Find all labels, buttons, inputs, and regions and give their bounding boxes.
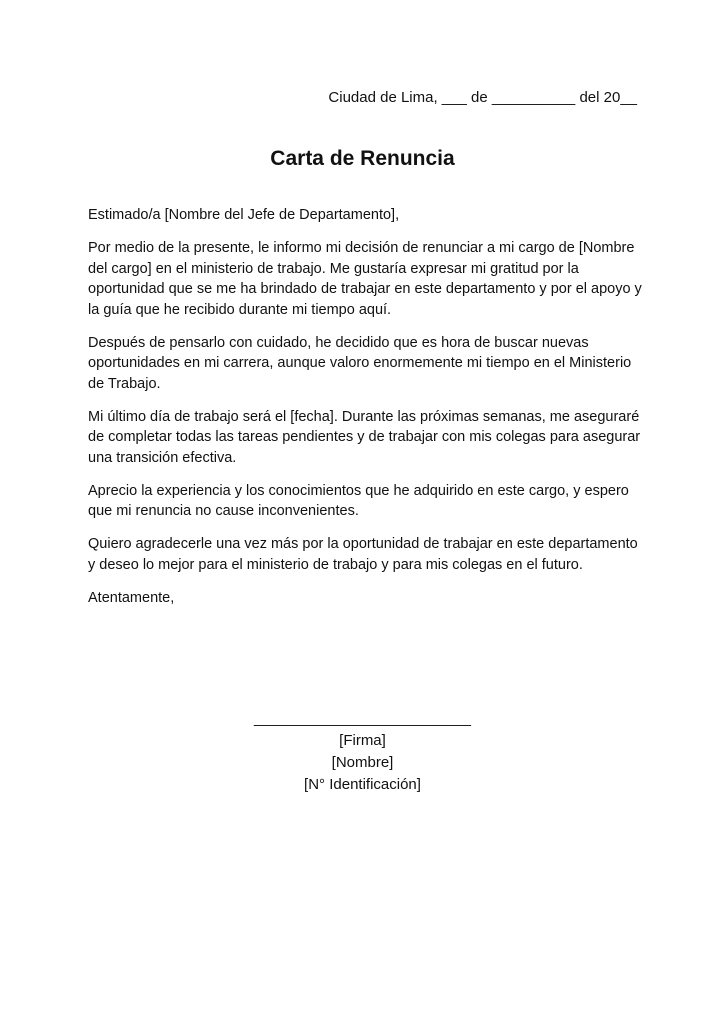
greeting: Estimado/a [Nombre del Jefe de Departamento], — [88, 207, 400, 223]
date-line: Ciudad de Lima, ___ de __________ del 20__ — [328, 89, 637, 106]
signature-firma: [Firma] — [339, 732, 386, 749]
paragraph-last-day: Mi último día de trabajo será el [fecha]. Durante las próximas semanas, me aseguraré de completar todas las tareas pendientes y de trabajar con mis colegas para asegurar una transición efectiva. — [88, 408, 641, 466]
signature-line: __________________________ — [254, 710, 471, 727]
signature-identificacion: [N° Identificación] — [304, 776, 421, 793]
letter-title: Carta de Renuncia — [270, 147, 455, 170]
paragraph-appreciation: Aprecio la experiencia y los conocimientos que he adquirido en este cargo, y espero que mi renuncia no cause inconvenientes. — [88, 482, 629, 519]
letter-body — [88, 205, 648, 621]
paragraph-intro: Por medio de la presente, le informo mi decisión de renunciar a mi cargo de [Nombre del cargo] en el ministerio de trabajo. Me gustaría expresar mi gratitud por la oportunidad que se me ha brindado de trabajar en este departamento y por el apoyo y la guía que he recibido durante mi tiempo aquí. — [88, 240, 642, 318]
signature-nombre: [Nombre] — [331, 754, 394, 771]
signature-block — [0, 708, 725, 796]
paragraph-thanks: Quiero agradecerle una vez más por la oportunidad de trabajar en este departamento y deseo lo mejor para el ministerio de trabajo y para mis colegas en el futuro. — [88, 536, 638, 573]
closing: Atentamente, — [88, 589, 175, 606]
paragraph-reason: Después de pensarlo con cuidado, he decidido que es hora de buscar nuevas oportunidades en mi carrera, aunque valoro enormemente mi tiempo en el Ministerio de Trabajo. — [88, 334, 632, 392]
